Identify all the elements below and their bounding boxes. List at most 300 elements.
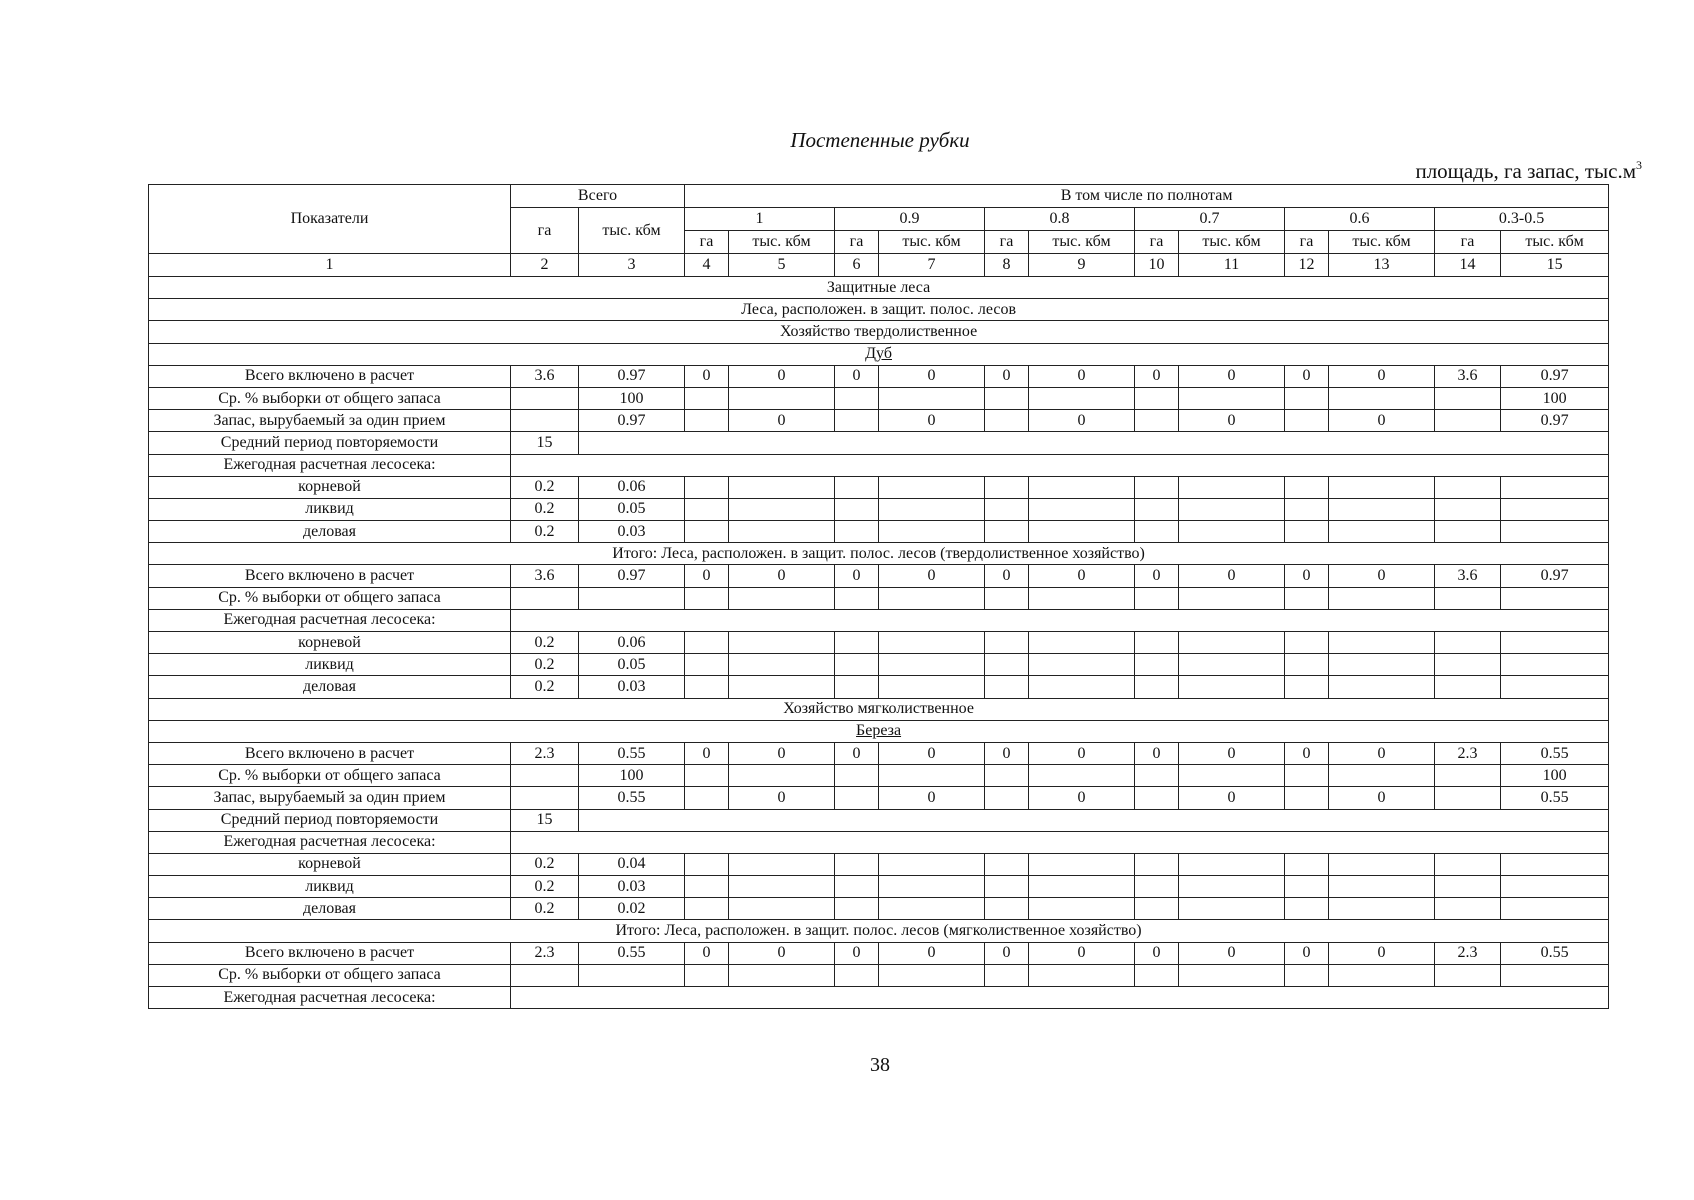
table-cell [1501, 853, 1609, 875]
table-cell [835, 387, 879, 409]
table-cell [1179, 521, 1285, 543]
table-row [149, 676, 1609, 698]
section-row [149, 343, 1609, 365]
table-cell [1329, 853, 1435, 875]
row-label: Всего включено в расчет [149, 942, 511, 964]
table-row [149, 964, 1609, 986]
table-cell: 0 [729, 365, 835, 387]
table-cell [1329, 587, 1435, 609]
table-row [149, 853, 1609, 875]
table-cell [879, 587, 985, 609]
table-body [149, 185, 1609, 1009]
row-label: Ежегодная расчетная лесосека: [149, 609, 511, 631]
table-cell: 0 [729, 942, 835, 964]
table-cell [985, 498, 1029, 520]
table-row [149, 831, 1609, 853]
table-cell [1285, 387, 1329, 409]
section-heading: Леса, расположен. в защит. полос. лесов [149, 299, 1609, 321]
table-cell [1285, 876, 1329, 898]
table-cell: 0 [1179, 742, 1285, 764]
column-number: 6 [835, 254, 879, 277]
table-cell [1179, 765, 1285, 787]
table-row [149, 765, 1609, 787]
table-cell: 0 [729, 410, 835, 432]
table-cell [511, 410, 579, 432]
table-cell [1435, 632, 1501, 654]
table-cell [1029, 676, 1135, 698]
table-cell [835, 410, 879, 432]
table-cell [685, 765, 729, 787]
table-cell: 0 [1329, 787, 1435, 809]
table-cell [1285, 853, 1329, 875]
table-cell [1285, 521, 1329, 543]
table-cell [1179, 654, 1285, 676]
table-cell: 0 [835, 742, 879, 764]
table-cell [1029, 387, 1135, 409]
table-cell [685, 876, 729, 898]
table-row [149, 876, 1609, 898]
table-cell [685, 521, 729, 543]
table-cell [685, 410, 729, 432]
cutting-table [148, 184, 1609, 1009]
column-number: 15 [1501, 254, 1609, 277]
table-row [149, 565, 1609, 587]
table-cell [835, 587, 879, 609]
section-row [149, 720, 1609, 742]
table-cell [1501, 632, 1609, 654]
table-cell [1135, 876, 1179, 898]
row-label: Ср. % выборки от общего запаса [149, 765, 511, 787]
header-ha: га [685, 231, 729, 254]
table-cell [985, 964, 1029, 986]
column-number: 10 [1135, 254, 1179, 277]
table-cell [985, 765, 1029, 787]
table-cell: 0 [1329, 410, 1435, 432]
table-cell [1285, 787, 1329, 809]
table-cell [1435, 410, 1501, 432]
row-label: корневой [149, 853, 511, 875]
table-cell [1029, 765, 1135, 787]
row-label: деловая [149, 521, 511, 543]
table-cell: 0 [835, 365, 879, 387]
table-cell: 0 [1329, 365, 1435, 387]
table-row [149, 476, 1609, 498]
table-cell [1435, 898, 1501, 920]
table-cell: 0 [1285, 365, 1329, 387]
table-cell [835, 876, 879, 898]
table-cell: 0 [1329, 742, 1435, 764]
table-cell: 0 [879, 410, 985, 432]
table-cell [1179, 876, 1285, 898]
table-cell [1329, 498, 1435, 520]
table-cell: 0.55 [579, 942, 685, 964]
table-cell: 0 [1285, 942, 1329, 964]
table-cell: 0 [1285, 565, 1329, 587]
table-cell [1329, 476, 1435, 498]
table-cell: 0 [985, 365, 1029, 387]
table-cell [985, 587, 1029, 609]
column-number: 4 [685, 254, 729, 277]
table-cell: 0 [879, 565, 985, 587]
table-cell [1029, 964, 1135, 986]
table-cell: 0.03 [579, 876, 685, 898]
table-row [149, 987, 1609, 1009]
table-cell: 0.97 [1501, 565, 1609, 587]
row-label: деловая [149, 676, 511, 698]
header-tkbm: тыс. кбм [879, 231, 985, 254]
table-cell [729, 876, 835, 898]
section-row [149, 321, 1609, 343]
table-cell [879, 765, 985, 787]
table-row [149, 742, 1609, 764]
table-cell [1029, 587, 1135, 609]
row-empty [511, 831, 1609, 853]
table-cell [1329, 654, 1435, 676]
header-density: 0.3-0.5 [1435, 208, 1609, 231]
table-cell [1179, 964, 1285, 986]
header-density: 0.8 [985, 208, 1135, 231]
table-cell [1029, 498, 1135, 520]
table-cell [1029, 876, 1135, 898]
table-cell [1435, 476, 1501, 498]
table-cell [729, 853, 835, 875]
table-row [149, 498, 1609, 520]
table-cell: 0.55 [579, 742, 685, 764]
table-cell [835, 476, 879, 498]
table-cell [985, 632, 1029, 654]
table-cell: 0.2 [511, 632, 579, 654]
table-cell [729, 632, 835, 654]
header-total: Всего [511, 185, 685, 208]
table-cell [685, 476, 729, 498]
units-superscript: 3 [1636, 158, 1642, 172]
table-cell [1501, 964, 1609, 986]
table-cell: 0 [985, 565, 1029, 587]
table-cell: 100 [1501, 387, 1609, 409]
table-row [149, 787, 1609, 809]
document-title: Постепенные рубки [790, 128, 970, 152]
row-label: корневой [149, 476, 511, 498]
header-by-density: В том числе по полнотам [685, 185, 1609, 208]
table-cell [835, 654, 879, 676]
header-indicators: Показатели [149, 185, 511, 254]
table-cell [879, 898, 985, 920]
table-cell [729, 521, 835, 543]
header-ha: га [985, 231, 1029, 254]
table-cell [1179, 853, 1285, 875]
table-cell: 100 [579, 765, 685, 787]
table-cell [879, 676, 985, 698]
table-cell: 0.97 [579, 365, 685, 387]
table-cell [1435, 765, 1501, 787]
table-row [149, 387, 1609, 409]
table-cell: 0.05 [579, 654, 685, 676]
table-cell: 0.04 [579, 853, 685, 875]
header-density: 0.6 [1285, 208, 1435, 231]
table-cell [1501, 676, 1609, 698]
table-cell [1501, 898, 1609, 920]
row-label: Всего включено в расчет [149, 742, 511, 764]
table-cell [729, 654, 835, 676]
table-cell [1179, 632, 1285, 654]
table-cell [1179, 498, 1285, 520]
table-cell [1329, 521, 1435, 543]
table-cell [685, 964, 729, 986]
table-cell: 0.55 [1501, 787, 1609, 809]
table-cell [1435, 387, 1501, 409]
table-cell [879, 853, 985, 875]
header-ha: га [1435, 231, 1501, 254]
column-number: 12 [1285, 254, 1329, 277]
section-heading: Хозяйство твердолиственное [149, 321, 1609, 343]
header-tkbm: тыс. кбм [1329, 231, 1435, 254]
table-cell [685, 587, 729, 609]
table-cell [1179, 476, 1285, 498]
table-cell [1135, 787, 1179, 809]
table-cell [1029, 632, 1135, 654]
table-cell [1435, 876, 1501, 898]
table-cell [729, 765, 835, 787]
table-cell [685, 387, 729, 409]
table-cell [1285, 498, 1329, 520]
header-density: 1 [685, 208, 835, 231]
table-cell [1435, 498, 1501, 520]
column-number: 14 [1435, 254, 1501, 277]
table-cell [1501, 587, 1609, 609]
table-cell [835, 765, 879, 787]
table-cell: 0.55 [579, 787, 685, 809]
table-cell: 0 [879, 742, 985, 764]
table-cell: 0.06 [579, 632, 685, 654]
row-empty [579, 432, 1609, 454]
table-row [149, 432, 1609, 454]
table-cell [685, 787, 729, 809]
table-cell: 2.3 [1435, 742, 1501, 764]
row-value: 15 [511, 809, 579, 831]
table-cell: 0.97 [1501, 410, 1609, 432]
table-cell [1135, 476, 1179, 498]
table-cell [1029, 521, 1135, 543]
table-row [149, 942, 1609, 964]
table-cell: 0.2 [511, 876, 579, 898]
table-row [149, 410, 1609, 432]
table-cell [685, 632, 729, 654]
table-cell: 0.55 [1501, 742, 1609, 764]
table-cell [1285, 676, 1329, 698]
table-cell: 0 [1029, 365, 1135, 387]
table-cell: 0 [985, 742, 1029, 764]
table-cell [1135, 587, 1179, 609]
table-cell [835, 787, 879, 809]
table-cell [1029, 898, 1135, 920]
table-cell [1029, 853, 1135, 875]
table-row [149, 454, 1609, 476]
table-cell [835, 964, 879, 986]
table-cell [1135, 676, 1179, 698]
table-cell [1135, 964, 1179, 986]
table-cell [985, 387, 1029, 409]
table-cell [1501, 498, 1609, 520]
row-label: ликвид [149, 654, 511, 676]
column-number: 2 [511, 254, 579, 277]
table-cell [1285, 476, 1329, 498]
table-cell: 0 [1135, 565, 1179, 587]
table-cell [1501, 876, 1609, 898]
table-cell [1285, 632, 1329, 654]
table-cell: 0 [1329, 565, 1435, 587]
row-label: Ежегодная расчетная лесосека: [149, 987, 511, 1009]
table-cell [835, 676, 879, 698]
table-cell [1179, 387, 1285, 409]
table-cell [729, 898, 835, 920]
table-cell [729, 476, 835, 498]
table-cell: 0 [1179, 787, 1285, 809]
table-cell [835, 898, 879, 920]
section-row [149, 299, 1609, 321]
table-cell [511, 787, 579, 809]
header-total-tkbm: тыс. кбм [579, 208, 685, 254]
table-row [149, 809, 1609, 831]
table-cell: 0 [1135, 365, 1179, 387]
table-cell [1285, 410, 1329, 432]
table-cell [729, 387, 835, 409]
row-label: ликвид [149, 498, 511, 520]
table-cell [1329, 676, 1435, 698]
table-cell [1329, 964, 1435, 986]
table-cell: 3.6 [511, 365, 579, 387]
table-cell [1285, 654, 1329, 676]
table-cell: 0 [685, 942, 729, 964]
table-cell [685, 853, 729, 875]
table-cell [1435, 964, 1501, 986]
table-cell [1135, 521, 1179, 543]
table-cell: 0 [1029, 565, 1135, 587]
table-cell: 0 [1135, 742, 1179, 764]
section-heading: Береза [149, 720, 1609, 742]
table-cell: 0 [985, 942, 1029, 964]
table-cell [985, 876, 1029, 898]
table-cell [1179, 898, 1285, 920]
table-cell [985, 654, 1029, 676]
table-cell [511, 964, 579, 986]
table-cell [1135, 410, 1179, 432]
table-row [149, 654, 1609, 676]
table-cell [985, 676, 1029, 698]
header-ha: га [1135, 231, 1179, 254]
header-tkbm: тыс. кбм [1179, 231, 1285, 254]
table-cell: 0 [1179, 942, 1285, 964]
table-cell [729, 587, 835, 609]
table-cell [511, 587, 579, 609]
table-cell [1179, 587, 1285, 609]
header-row-1 [149, 185, 1609, 208]
table-cell: 3.6 [1435, 565, 1501, 587]
table-cell: 0 [879, 787, 985, 809]
table-cell: 0 [879, 365, 985, 387]
table-cell: 0 [1029, 942, 1135, 964]
table-cell: 2.3 [511, 942, 579, 964]
table-cell [729, 964, 835, 986]
table-cell [879, 654, 985, 676]
row-value: 15 [511, 432, 579, 454]
table-cell: 0 [1029, 742, 1135, 764]
table-cell [1329, 765, 1435, 787]
table-cell: 0.2 [511, 498, 579, 520]
table-cell: 100 [579, 387, 685, 409]
table-cell [879, 876, 985, 898]
table-cell [511, 387, 579, 409]
section-heading: Дуб [149, 343, 1609, 365]
table-row [149, 521, 1609, 543]
header-tkbm: тыс. кбм [729, 231, 835, 254]
table-row [149, 632, 1609, 654]
row-label: Средний период повторяемости [149, 432, 511, 454]
table-cell: 2.3 [1435, 942, 1501, 964]
table-cell: 0.02 [579, 898, 685, 920]
table-cell: 0.2 [511, 898, 579, 920]
page-number: 38 [870, 1054, 890, 1076]
table-cell [879, 632, 985, 654]
table-cell [685, 654, 729, 676]
row-empty [579, 809, 1609, 831]
row-label: Ежегодная расчетная лесосека: [149, 831, 511, 853]
table-row [149, 609, 1609, 631]
table-cell: 0.55 [1501, 942, 1609, 964]
table-cell: 0 [879, 942, 985, 964]
table-cell [1135, 853, 1179, 875]
table-cell: 0.05 [579, 498, 685, 520]
header-ha: га [835, 231, 879, 254]
row-label: Средний период повторяемости [149, 809, 511, 831]
table-cell [835, 498, 879, 520]
table-cell [1179, 676, 1285, 698]
table-cell: 0.2 [511, 676, 579, 698]
units-text: площадь, га запас, тыс.м [1415, 159, 1636, 183]
table-cell [729, 676, 835, 698]
table-cell [879, 964, 985, 986]
table-cell: 2.3 [511, 742, 579, 764]
table-cell: 0.97 [579, 565, 685, 587]
table-cell: 0 [685, 742, 729, 764]
table-cell: 0 [1179, 565, 1285, 587]
header-density: 0.9 [835, 208, 985, 231]
table-cell: 0.2 [511, 476, 579, 498]
header-tkbm: тыс. кбм [1501, 231, 1609, 254]
table-cell: 0 [835, 565, 879, 587]
header-density: 0.7 [1135, 208, 1285, 231]
section-row [149, 277, 1609, 299]
table-cell: 0 [1135, 942, 1179, 964]
section-heading: Хозяйство мягколиственное [149, 698, 1609, 720]
table-cell [1435, 853, 1501, 875]
table-cell [1285, 964, 1329, 986]
table-cell: 0 [1029, 787, 1135, 809]
table-cell [1285, 898, 1329, 920]
table-cell [1435, 654, 1501, 676]
table-cell: 0 [1179, 410, 1285, 432]
table-cell [1285, 765, 1329, 787]
table-cell: 0 [685, 565, 729, 587]
row-empty [511, 987, 1609, 1009]
table-cell [685, 498, 729, 520]
table-cell: 0 [729, 787, 835, 809]
table-cell: 0 [1329, 942, 1435, 964]
table-cell: 100 [1501, 765, 1609, 787]
table-cell [879, 521, 985, 543]
section-heading: Итого: Леса, расположен. в защит. полос. лесов (мягколиственное хозяйство) [149, 920, 1609, 942]
header-total-ha: га [511, 208, 579, 254]
table-cell: 0.97 [579, 410, 685, 432]
